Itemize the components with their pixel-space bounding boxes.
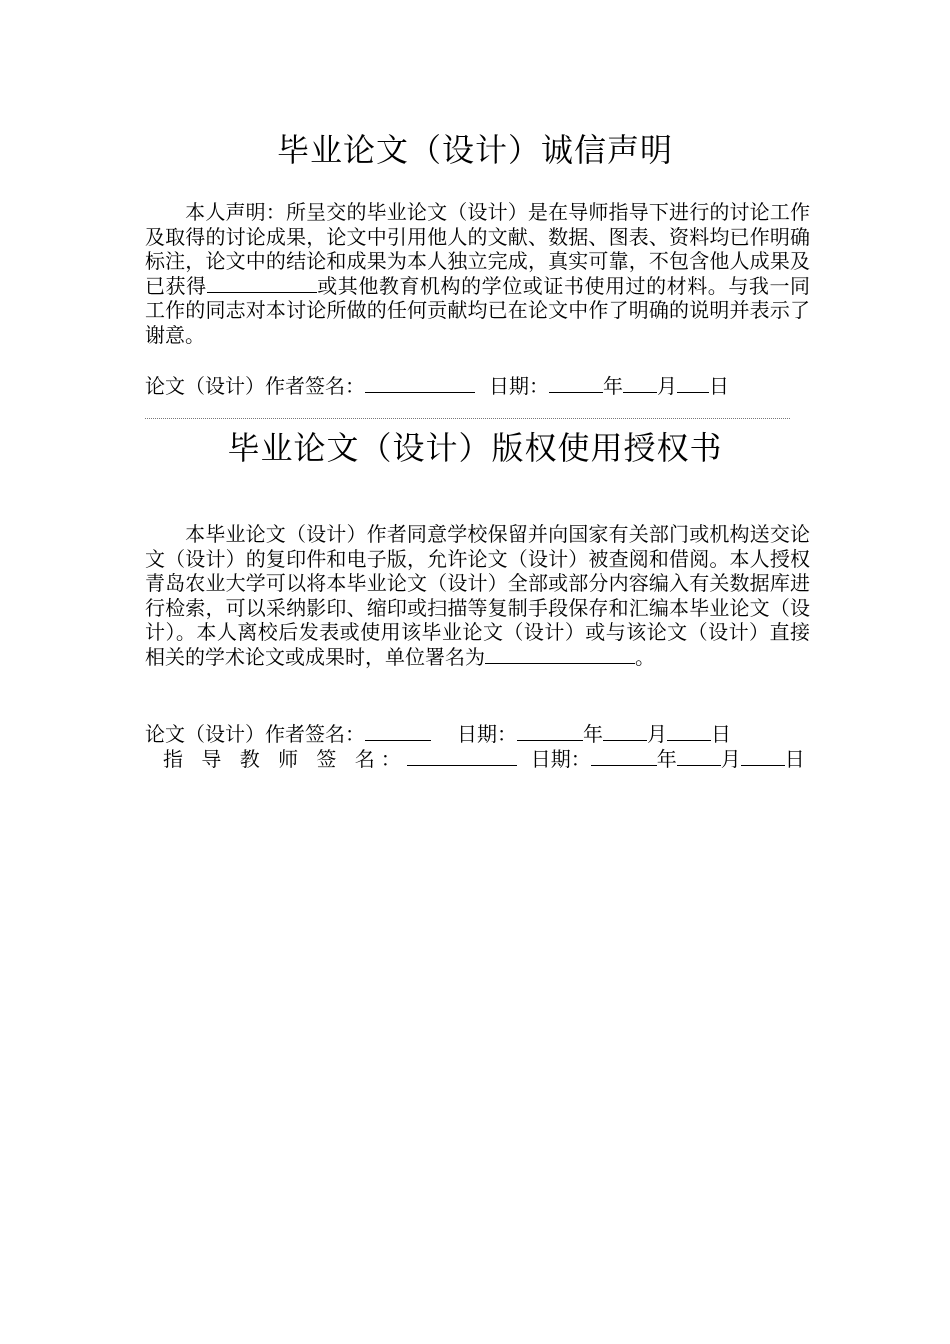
year-blank[interactable]: [591, 747, 657, 766]
integrity-statement-title: 毕业论文（设计）诚信声明: [276, 131, 673, 169]
author-signature-label: 论文（设计）作者签名：: [145, 374, 365, 398]
degree-institution-blank[interactable]: [207, 274, 317, 293]
year-label: 年: [603, 374, 623, 398]
month-blank[interactable]: [677, 747, 721, 766]
day-blank[interactable]: [741, 747, 785, 766]
date-label: 日期：: [530, 747, 591, 771]
day-blank[interactable]: [667, 722, 711, 741]
day-label: 日: [709, 374, 729, 398]
day-label: 日: [711, 722, 731, 746]
author-signature-label: 论文（设计）作者签名：: [145, 722, 365, 746]
supervisor-signature-blank[interactable]: [407, 747, 517, 766]
integrity-signature-line: [145, 374, 729, 398]
section-divider: [145, 418, 790, 419]
year-blank[interactable]: [549, 374, 603, 393]
author-signature-blank[interactable]: [365, 374, 475, 393]
year-blank[interactable]: [517, 722, 583, 741]
integrity-statement-body: [145, 200, 810, 347]
copyright-body-text-part1: 本毕业论文（设计）作者同意学校保留并向国家有关部门或机构送交论文（设计）的复印件和电子版，允许论文（设计）被查阅和借阅。本人授权青岛农业大学可以将本毕业论文（设计）全部或部分内容编入有关数据库进行检索，可以采纳影印、缩印或扫描等复制手段保存和汇编本毕业论文（设计）。本人离校后发表或使用该毕业论文（设计）或与该论文（设计）直接相关的学术论文或成果时，单位署名为: [145, 522, 810, 669]
integrity-body-text-part1: 本人声明：所呈交的毕业论文（设计）是在导师指导下进行的讨论工作及取得的讨论成果，论文中引用他人的文献、数据、图表、资料均已作明确标注，论文中的结论和成果为本人独立完成，真实可靠，不包含他人成果及已获得: [145, 200, 810, 298]
copyright-authorization-title: 毕业论文（设计）版权使用授权书: [227, 429, 723, 467]
copyright-authorization-body: [145, 522, 810, 669]
date-label: 日期：: [457, 722, 517, 746]
supervisor-signature-line: [163, 747, 805, 771]
day-blank[interactable]: [677, 374, 709, 393]
month-blank[interactable]: [623, 374, 657, 393]
day-label: 日: [784, 747, 805, 771]
integrity-body-text-part2: 或其他教育机构的学位或证书使用过的材料。与我一同工作的同志对本讨论所做的任何贡献均已在论文中作了明确的说明并表示了谢意。: [145, 273, 811, 347]
month-blank[interactable]: [603, 722, 647, 741]
date-label: 日期：: [489, 374, 549, 398]
supervisor-signature-label: 指 导 教 师 签 名：: [163, 747, 407, 771]
copyright-body-text-part2: 。: [635, 644, 655, 669]
year-label: 年: [583, 722, 603, 746]
year-label: 年: [656, 747, 677, 771]
unit-attribution-blank[interactable]: [485, 645, 635, 664]
month-label: 月: [647, 722, 667, 746]
author-signature-blank[interactable]: [365, 722, 431, 741]
month-label: 月: [657, 374, 677, 398]
copyright-author-signature-line: [145, 722, 731, 746]
month-label: 月: [720, 747, 741, 771]
